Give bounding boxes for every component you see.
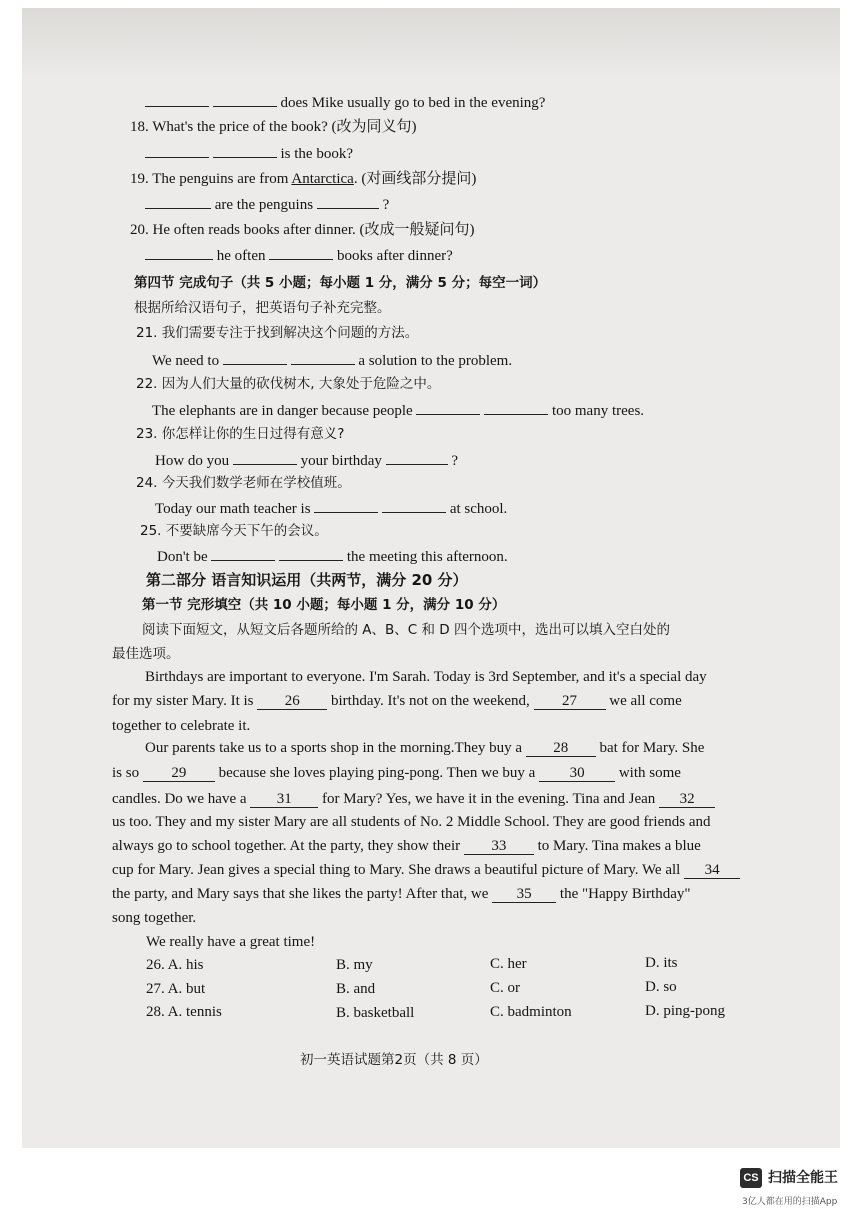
passage-line: us too. They and my sister Mary are all students of No. 2 Middle School. They are good friends and [112,814,711,830]
option-a: 27. A. but [146,981,206,997]
page-footer: 初一英语试题第2页（共 8 页） [300,1052,488,1068]
passage-line: together to celebrate it. [112,718,251,734]
question-22-cn: 22. 因为人们大量的砍伐树木, 大象处于危险之中。 [136,376,441,392]
passage-line: Our parents take us to a sports shop in the morning.They buy a 28 bat for Mary. She [145,740,705,756]
question-23-en: How do you your birthday ? [155,450,458,471]
blank-28: 28 [526,740,596,757]
question-21-cn: 21. 我们需要专注于找到解决这个问题的方法。 [136,325,419,341]
camscanner-logo-icon: CS [740,1168,762,1188]
passage-line: is so 29 because she loves playing ping-pong. Then we buy a 30 with some [112,765,681,781]
option-b: B. basketball [336,1005,415,1021]
blank-26: 26 [257,693,327,710]
cloze-instruction-1: 阅读下面短文，从短文后各题所给的 A、B、C 和 D 四个选项中，选出可以填入空白处的 [142,622,670,638]
question-17: does Mike usually go to bed in the evening? [145,92,545,113]
blank-27: 27 [534,693,606,710]
watermark-subtitle: 3亿人都在用的扫描App [742,1197,838,1207]
passage-line: always go to school together. At the party, they show their 33 to Mary. Tina makes a blue [112,838,701,854]
blank-34: 34 [684,862,740,879]
blank-35: 35 [492,886,556,903]
option-b: B. my [336,957,373,973]
option-d: D. ping-pong [645,1003,725,1019]
passage-line: song together. [112,910,197,926]
option-d: D. its [645,955,678,971]
watermark-name: 扫描全能王 [768,1170,838,1186]
passage-line: candles. Do we have a 31 for Mary? Yes, we have it in the evening. Tina and Jean 32 [112,789,715,809]
blank-30: 30 [539,765,615,782]
blank-29: 29 [143,765,215,782]
question-19-answer: are the penguins ? [145,194,389,215]
option-a: 28. A. tennis [146,1004,222,1020]
blank-33: 33 [464,838,534,855]
cloze-instruction-2: 最佳选项。 [112,646,180,662]
question-24-cn: 24. 今天我们数学老师在学校值班。 [136,475,351,491]
blank-31: 31 [250,791,318,808]
option-c: C. her [490,956,527,972]
section-4-title: 第四节 完成句子（共 5 小题；每小题 1 分，满分 5 分；每空一词） [134,275,547,291]
option-c: C. badminton [490,1004,572,1020]
question-24-en: Today our math teacher is at school. [155,498,507,519]
passage-line: We really have a great time! [146,934,316,950]
question-25-cn: 25. 不要缺席今天下午的会议。 [140,523,328,539]
option-c: C. or [490,980,520,996]
question-25-en: Don't be the meeting this afternoon. [157,546,508,567]
cloze-title: 第一节 完形填空（共 10 小题；每小题 1 分，满分 10 分） [142,597,506,613]
question-18-prompt: 18. What's the price of the book? (改为同义句) [130,119,417,135]
passage-line: cup for Mary. Jean gives a special thing to Mary. She draws a beautiful picture of Mary. We all 34 [112,860,740,880]
option-b: B. and [336,981,376,997]
blank-32: 32 [659,791,715,808]
question-20-prompt: 20. He often reads books after dinner. (改成一般疑问句) [130,222,475,238]
section-4-instruction: 根据所给汉语句子，把英语句子补充完整。 [134,300,391,316]
question-19-prompt: 19. The penguins are from Antarctica. (对画线部分提问) [130,171,477,187]
option-a: 26. A. his [146,957,204,973]
option-d: D. so [645,979,677,995]
passage-line: Birthdays are important to everyone. I'm Sarah. Today is 3rd September, and it's a special day [145,669,707,685]
question-23-cn: 23. 你怎样让你的生日过得有意义? [136,426,345,442]
underlined-word: Antarctica [291,171,354,187]
passage-line: for my sister Mary. It is 26 birthday. It's not on the weekend, 27 we all come [112,693,682,709]
part-2-title: 第二部分 语言知识运用（共两节，满分 20 分） [146,571,468,589]
question-20-answer: he often books after dinner? [145,245,453,266]
question-18-answer: is the book? [145,143,353,164]
passage-line: the party, and Mary says that she likes the party! After that, we 35 the "Happy Birthday" [112,886,691,902]
question-22-en: The elephants are in danger because people too many trees. [152,400,644,421]
question-21-en: We need to a solution to the problem. [152,350,512,371]
